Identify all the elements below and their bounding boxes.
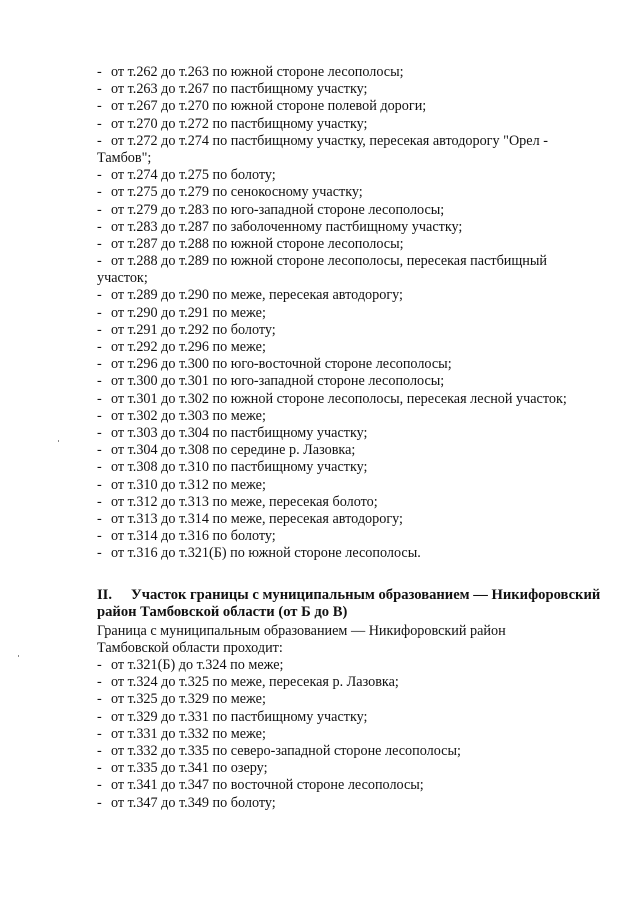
list-item xyxy=(97,373,627,390)
list-item-text: от т.270 до т.272 по пастбищному участку; xyxy=(111,115,368,132)
section-2-intro xyxy=(97,623,627,657)
list-item-text: от т.313 до т.314 по меже, пересекая автодорогу; xyxy=(111,510,403,527)
list-item xyxy=(97,116,627,133)
list-dash: - xyxy=(97,167,102,184)
list-dash: - xyxy=(97,287,102,304)
list-item xyxy=(97,425,627,442)
list-dash: - xyxy=(97,674,102,691)
section-2-title-line1: Участок границы с муниципальным образованием — Никифоровский xyxy=(131,587,601,603)
list-item-text: от т.302 до т.303 по меже; xyxy=(111,407,266,424)
list-item xyxy=(97,98,627,115)
list-dash: - xyxy=(97,742,102,759)
list-item-text: от т.292 до т.296 по меже; xyxy=(111,339,266,355)
list-item xyxy=(97,202,627,219)
section-2-list xyxy=(97,657,627,812)
section-2-title-line2: район Тамбовской области (от Б до В) xyxy=(97,604,348,621)
section-2-intro-line1: Граница с муниципальным образованием — Никифоровский район xyxy=(97,623,506,639)
list-item-text: от т.272 до т.274 по пастбищному участку, пересекая автодорогу "Орел - xyxy=(111,132,548,149)
list-item-text: от т.267 до т.270 по южной стороне полевой дороги; xyxy=(111,98,427,115)
list-item xyxy=(97,64,627,81)
list-item xyxy=(97,777,627,794)
list-dash: - xyxy=(97,373,102,390)
list-item xyxy=(97,253,627,270)
list-item-text: от т.263 до т.267 по пастбищному участку; xyxy=(111,81,368,98)
list-item-text: от т.262 до т.263 по южной стороне лесополосы; xyxy=(111,64,404,80)
list-item xyxy=(97,545,627,562)
list-item-text: от т.312 до т.313 по меже, пересекая болото; xyxy=(111,493,378,510)
list-dash: - xyxy=(97,390,102,407)
list-item-text: от т.304 до т.308 по середине р. Лазовка; xyxy=(111,442,356,459)
list-item xyxy=(97,442,627,459)
list-dash: - xyxy=(97,356,102,373)
section-2-heading-line1 xyxy=(97,587,627,604)
list-item xyxy=(97,494,627,511)
list-dash: - xyxy=(97,424,102,441)
list-item-continuation: участок; xyxy=(97,270,148,287)
list-item-text: от т.279 до т.283 по юго-западной стороне лесополосы; xyxy=(111,201,445,218)
list-item-text: от т.290 до т.291 по меже; xyxy=(111,304,266,321)
section-2-number: II. xyxy=(97,587,113,603)
list-dash: - xyxy=(97,459,102,476)
list-item xyxy=(97,219,627,236)
list-item xyxy=(97,657,627,674)
list-item xyxy=(97,709,627,726)
list-dash: - xyxy=(97,339,102,355)
scan-speck xyxy=(18,655,19,657)
list-item xyxy=(97,459,627,476)
list-item-text: от т.332 до т.335 по северо-западной стороне лесополосы; xyxy=(111,742,461,759)
list-dash: - xyxy=(97,253,102,270)
list-item xyxy=(97,795,627,812)
list-dash: - xyxy=(97,708,102,725)
list-item xyxy=(97,674,627,691)
list-dash: - xyxy=(97,321,102,338)
list-dash: - xyxy=(97,98,102,115)
list-item-text: от т.287 до т.288 по южной стороне лесополосы; xyxy=(111,235,404,252)
list-item xyxy=(97,356,627,373)
list-item-text: от т.275 до т.279 по сенокосному участку; xyxy=(111,184,363,201)
list-dash: - xyxy=(97,64,102,80)
list-dash: - xyxy=(97,777,102,794)
list-item-text: от т.321(Б) до т.324 по меже; xyxy=(111,657,284,673)
list-item-text: от т.289 до т.290 по меже, пересекая автодорогу; xyxy=(111,287,403,304)
list-dash: - xyxy=(97,115,102,132)
list-item xyxy=(97,391,627,408)
list-dash: - xyxy=(97,493,102,510)
list-item-text: от т.335 до т.341 по озеру; xyxy=(111,760,268,777)
list-item-text: от т.291 до т.292 по болоту; xyxy=(111,321,276,338)
list-item-text: от т.274 до т.275 по болоту; xyxy=(111,167,276,184)
list-item xyxy=(97,287,627,304)
list-item xyxy=(97,743,627,760)
list-item xyxy=(97,236,627,253)
scan-speck xyxy=(58,440,59,442)
list-item-text: от т.325 до т.329 по меже; xyxy=(111,691,266,708)
list-dash: - xyxy=(97,184,102,201)
list-item xyxy=(97,726,627,743)
list-dash: - xyxy=(97,794,102,811)
list-dash: - xyxy=(97,235,102,252)
list-dash: - xyxy=(97,725,102,742)
list-item xyxy=(97,691,627,708)
list-item-text: от т.331 до т.332 по меже; xyxy=(111,725,266,742)
list-item-text: от т.316 до т.321(Б) по южной стороне лесополосы. xyxy=(111,545,421,562)
section-2-heading xyxy=(97,587,627,622)
list-item xyxy=(97,477,627,494)
list-item xyxy=(97,167,627,184)
list-dash: - xyxy=(97,442,102,459)
list-dash: - xyxy=(97,81,102,98)
list-item-text: от т.308 до т.310 по пастбищному участку; xyxy=(111,459,368,476)
list-item-text: от т.329 до т.331 по пастбищному участку; xyxy=(111,708,368,725)
list-dash: - xyxy=(97,132,102,149)
list-dash: - xyxy=(97,304,102,321)
list-item-text: от т.314 до т.316 по болоту; xyxy=(111,528,276,545)
list-item xyxy=(97,133,627,150)
list-item-text: от т.310 до т.312 по меже; xyxy=(111,476,266,493)
list-dash: - xyxy=(97,201,102,218)
list-item-text: от т.296 до т.300 по юго-восточной стороне лесополосы; xyxy=(111,356,452,373)
list-item xyxy=(97,408,627,425)
list-item-text: от т.303 до т.304 по пастбищному участку; xyxy=(111,424,368,441)
list-item-text: от т.324 до т.325 по меже, пересекая р. Лазовка; xyxy=(111,674,399,691)
list-dash: - xyxy=(97,510,102,527)
list-item xyxy=(97,511,627,528)
list-item-text: от т.300 до т.301 по юго-западной стороне лесополосы; xyxy=(111,373,445,390)
list-dash: - xyxy=(97,218,102,235)
list-item xyxy=(97,339,627,356)
list-dash: - xyxy=(97,476,102,493)
list-dash: - xyxy=(97,528,102,545)
list-item-text: от т.283 до т.287 по заболоченному пастбищному участку; xyxy=(111,218,463,235)
list-item xyxy=(97,528,627,545)
list-dash: - xyxy=(97,657,102,673)
section-2-intro-line2: Тамбовской области проходит: xyxy=(97,640,283,657)
list-item xyxy=(97,184,627,201)
list-dash: - xyxy=(97,407,102,424)
list-dash: - xyxy=(97,545,102,562)
list-item-text: от т.288 до т.289 по южной стороне лесополосы, пересекая пастбищный xyxy=(111,253,548,270)
list-item-text: от т.301 до т.302 по южной стороне лесополосы, пересекая лесной участок; xyxy=(111,390,567,407)
list-item xyxy=(97,305,627,322)
list-item-text: от т.341 до т.347 по восточной стороне лесополосы; xyxy=(111,777,424,794)
list-item xyxy=(97,322,627,339)
list-item-continuation: Тамбов"; xyxy=(97,149,152,166)
section-1-list xyxy=(97,64,627,562)
list-dash: - xyxy=(97,760,102,777)
list-dash: - xyxy=(97,691,102,708)
list-item xyxy=(97,760,627,777)
list-item xyxy=(97,81,627,98)
list-item-text: от т.347 до т.349 по болоту; xyxy=(111,794,276,811)
